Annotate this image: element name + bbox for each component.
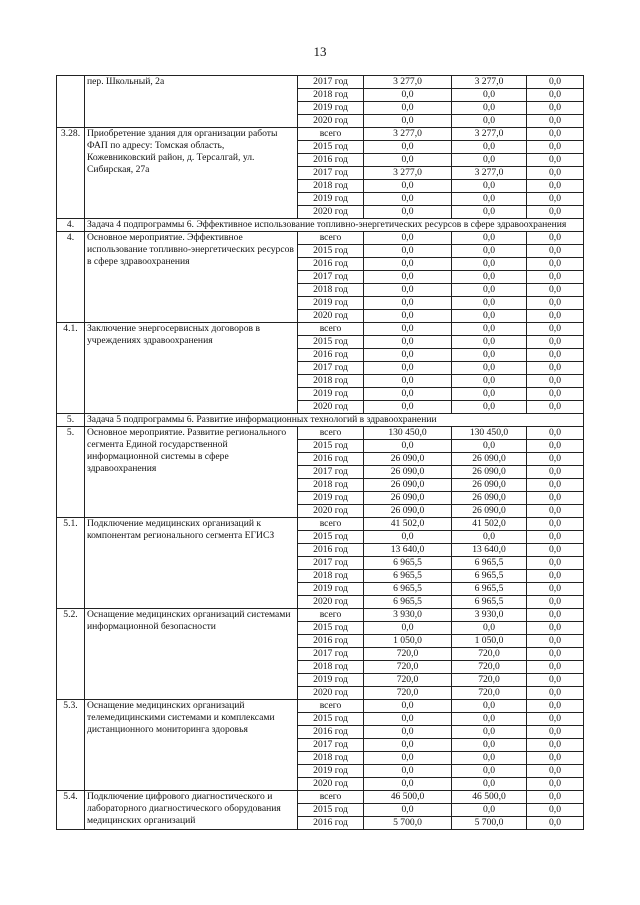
other-cell: 0,0: [527, 258, 584, 271]
federal-cell: 0,0: [452, 245, 527, 258]
year-cell: 2019 год: [298, 193, 364, 206]
federal-cell: 3 277,0: [452, 128, 527, 141]
federal-cell: 41 502,0: [452, 518, 527, 531]
total-cell: 0,0: [364, 245, 452, 258]
total-cell: 0,0: [364, 700, 452, 713]
federal-cell: 26 090,0: [452, 479, 527, 492]
total-cell: 0,0: [364, 323, 452, 336]
row-number: 3.28.: [57, 128, 85, 219]
year-cell: 2015 год: [298, 245, 364, 258]
total-cell: 0,0: [364, 232, 452, 245]
other-cell: 0,0: [527, 440, 584, 453]
year-cell: 2019 год: [298, 102, 364, 115]
other-cell: 0,0: [527, 713, 584, 726]
other-cell: 0,0: [527, 375, 584, 388]
other-cell: 0,0: [527, 310, 584, 323]
federal-cell: 0,0: [452, 102, 527, 115]
year-cell: 2020 год: [298, 310, 364, 323]
other-cell: 0,0: [527, 297, 584, 310]
row-number: 5.: [57, 414, 85, 427]
federal-cell: 0,0: [452, 765, 527, 778]
federal-cell: 0,0: [452, 440, 527, 453]
total-cell: 720,0: [364, 687, 452, 700]
measure-name: Подключение медицинских организаций к компонентам регионального сегмента ЕГИСЗ: [85, 518, 298, 609]
total-cell: 0,0: [364, 401, 452, 414]
other-cell: 0,0: [527, 336, 584, 349]
year-cell: всего: [298, 323, 364, 336]
total-cell: 0,0: [364, 258, 452, 271]
year-cell: 2017 год: [298, 76, 364, 89]
other-cell: 0,0: [527, 154, 584, 167]
federal-cell: 0,0: [452, 297, 527, 310]
other-cell: 0,0: [527, 687, 584, 700]
federal-cell: 0,0: [452, 778, 527, 791]
year-cell: 2017 год: [298, 739, 364, 752]
total-cell: 5 700,0: [364, 817, 452, 830]
other-cell: 0,0: [527, 661, 584, 674]
year-cell: всего: [298, 791, 364, 804]
federal-cell: 0,0: [452, 349, 527, 362]
federal-cell: 0,0: [452, 89, 527, 102]
year-cell: всего: [298, 232, 364, 245]
year-cell: 2017 год: [298, 167, 364, 180]
other-cell: 0,0: [527, 271, 584, 284]
other-cell: 0,0: [527, 518, 584, 531]
federal-cell: 0,0: [452, 739, 527, 752]
total-cell: 0,0: [364, 180, 452, 193]
other-cell: 0,0: [527, 245, 584, 258]
other-cell: 0,0: [527, 284, 584, 297]
row-number: 4.: [57, 219, 85, 232]
other-cell: 0,0: [527, 453, 584, 466]
year-cell: 2020 год: [298, 505, 364, 518]
total-cell: 6 965,5: [364, 596, 452, 609]
federal-cell: 130 450,0: [452, 427, 527, 440]
total-cell: 26 090,0: [364, 453, 452, 466]
total-cell: 0,0: [364, 531, 452, 544]
table-row: [57, 700, 584, 713]
total-cell: 0,0: [364, 206, 452, 219]
other-cell: 0,0: [527, 609, 584, 622]
year-cell: 2017 год: [298, 557, 364, 570]
federal-cell: 720,0: [452, 648, 527, 661]
federal-cell: 0,0: [452, 258, 527, 271]
other-cell: 0,0: [527, 76, 584, 89]
federal-cell: 13 640,0: [452, 544, 527, 557]
total-cell: 0,0: [364, 804, 452, 817]
federal-cell: 3 930,0: [452, 609, 527, 622]
other-cell: 0,0: [527, 635, 584, 648]
other-cell: 0,0: [527, 752, 584, 765]
total-cell: 720,0: [364, 648, 452, 661]
year-cell: 2018 год: [298, 375, 364, 388]
federal-cell: 0,0: [452, 401, 527, 414]
other-cell: 0,0: [527, 427, 584, 440]
row-number: [57, 76, 85, 128]
other-cell: 0,0: [527, 102, 584, 115]
total-cell: 0,0: [364, 622, 452, 635]
federal-cell: 0,0: [452, 622, 527, 635]
year-cell: 2016 год: [298, 349, 364, 362]
budget-table: [56, 75, 584, 830]
total-cell: 26 090,0: [364, 505, 452, 518]
federal-cell: 5 700,0: [452, 817, 527, 830]
federal-cell: 6 965,5: [452, 596, 527, 609]
federal-cell: 0,0: [452, 388, 527, 401]
federal-cell: 0,0: [452, 310, 527, 323]
year-cell: 2016 год: [298, 154, 364, 167]
row-number: 5.4.: [57, 791, 85, 830]
federal-cell: 0,0: [452, 232, 527, 245]
federal-cell: 0,0: [452, 284, 527, 297]
year-cell: 2020 год: [298, 115, 364, 128]
year-cell: 2017 год: [298, 648, 364, 661]
year-cell: 2018 год: [298, 284, 364, 297]
federal-cell: 0,0: [452, 193, 527, 206]
year-cell: 2015 год: [298, 141, 364, 154]
other-cell: 0,0: [527, 622, 584, 635]
total-cell: 0,0: [364, 89, 452, 102]
row-number: 5.3.: [57, 700, 85, 791]
total-cell: 0,0: [364, 336, 452, 349]
federal-cell: 720,0: [452, 687, 527, 700]
measure-name: Приобретение здания для организации работы ФАП по адресу: Томская область, Кожевниковский район, д. Терсалгай, ул. Сибирская, 27а: [85, 128, 298, 219]
total-cell: 26 090,0: [364, 492, 452, 505]
year-cell: 2016 год: [298, 635, 364, 648]
total-cell: 0,0: [364, 765, 452, 778]
page-number: 13: [313, 44, 327, 59]
other-cell: 0,0: [527, 362, 584, 375]
year-cell: 2019 год: [298, 583, 364, 596]
federal-cell: 26 090,0: [452, 466, 527, 479]
total-cell: 0,0: [364, 726, 452, 739]
total-cell: 26 090,0: [364, 479, 452, 492]
federal-cell: 0,0: [452, 375, 527, 388]
total-cell: 720,0: [364, 674, 452, 687]
year-cell: 2019 год: [298, 674, 364, 687]
federal-cell: 3 277,0: [452, 167, 527, 180]
year-cell: 2018 год: [298, 570, 364, 583]
federal-cell: 26 090,0: [452, 505, 527, 518]
row-number: 5.2.: [57, 609, 85, 700]
other-cell: 0,0: [527, 115, 584, 128]
total-cell: 0,0: [364, 349, 452, 362]
federal-cell: 0,0: [452, 726, 527, 739]
task-title: Задача 5 подпрограммы 6. Развитие информационных технологий в здравоохранении: [85, 414, 584, 427]
other-cell: 0,0: [527, 388, 584, 401]
measure-name: Подключение цифрового диагностического и лабораторного диагностического оборудования медицинских организаций: [85, 791, 298, 830]
year-cell: всего: [298, 609, 364, 622]
total-cell: 41 502,0: [364, 518, 452, 531]
other-cell: 0,0: [527, 596, 584, 609]
measure-name: Оснащение медицинских организаций телемедицинскими системами и комплексами дистанционного мониторинга здоровья: [85, 700, 298, 791]
year-cell: 2016 год: [298, 258, 364, 271]
other-cell: 0,0: [527, 492, 584, 505]
total-cell: 3 277,0: [364, 76, 452, 89]
other-cell: 0,0: [527, 765, 584, 778]
federal-cell: 0,0: [452, 336, 527, 349]
total-cell: 720,0: [364, 661, 452, 674]
year-cell: 2017 год: [298, 362, 364, 375]
other-cell: 0,0: [527, 531, 584, 544]
year-cell: 2019 год: [298, 388, 364, 401]
federal-cell: 1 050,0: [452, 635, 527, 648]
row-number: 4.: [57, 232, 85, 323]
total-cell: 0,0: [364, 362, 452, 375]
federal-cell: 0,0: [452, 271, 527, 284]
year-cell: 2019 год: [298, 765, 364, 778]
year-cell: 2018 год: [298, 180, 364, 193]
federal-cell: 0,0: [452, 154, 527, 167]
total-cell: 1 050,0: [364, 635, 452, 648]
row-number: 5.1.: [57, 518, 85, 609]
other-cell: 0,0: [527, 570, 584, 583]
total-cell: 3 277,0: [364, 128, 452, 141]
federal-cell: 6 965,5: [452, 557, 527, 570]
year-cell: 2018 год: [298, 752, 364, 765]
other-cell: 0,0: [527, 167, 584, 180]
other-cell: 0,0: [527, 700, 584, 713]
federal-cell: 0,0: [452, 141, 527, 154]
year-cell: 2015 год: [298, 622, 364, 635]
federal-cell: 0,0: [452, 752, 527, 765]
other-cell: 0,0: [527, 778, 584, 791]
total-cell: 0,0: [364, 310, 452, 323]
measure-name: пер. Школьный, 2а: [85, 76, 298, 128]
other-cell: 0,0: [527, 141, 584, 154]
year-cell: 2017 год: [298, 271, 364, 284]
year-cell: 2020 год: [298, 778, 364, 791]
other-cell: 0,0: [527, 817, 584, 830]
total-cell: 6 965,5: [364, 557, 452, 570]
federal-cell: 6 965,5: [452, 583, 527, 596]
total-cell: 0,0: [364, 271, 452, 284]
task-row: [57, 219, 584, 232]
year-cell: 2016 год: [298, 726, 364, 739]
year-cell: 2015 год: [298, 531, 364, 544]
total-cell: 26 090,0: [364, 466, 452, 479]
federal-cell: 0,0: [452, 713, 527, 726]
federal-cell: 0,0: [452, 531, 527, 544]
other-cell: 0,0: [527, 739, 584, 752]
table-row: [57, 76, 584, 89]
other-cell: 0,0: [527, 583, 584, 596]
other-cell: 0,0: [527, 206, 584, 219]
federal-cell: 0,0: [452, 180, 527, 193]
total-cell: 0,0: [364, 739, 452, 752]
year-cell: 2020 год: [298, 401, 364, 414]
total-cell: 0,0: [364, 713, 452, 726]
task-title: Задача 4 подпрограммы 6. Эффективное использование топливно-энергетических ресурсов в сфере здравоохранения: [85, 219, 584, 232]
federal-cell: 3 277,0: [452, 76, 527, 89]
other-cell: 0,0: [527, 674, 584, 687]
federal-cell: 0,0: [452, 206, 527, 219]
federal-cell: 720,0: [452, 661, 527, 674]
federal-cell: 46 500,0: [452, 791, 527, 804]
year-cell: всего: [298, 518, 364, 531]
year-cell: 2015 год: [298, 804, 364, 817]
federal-cell: 0,0: [452, 323, 527, 336]
other-cell: 0,0: [527, 505, 584, 518]
other-cell: 0,0: [527, 180, 584, 193]
other-cell: 0,0: [527, 349, 584, 362]
total-cell: 0,0: [364, 284, 452, 297]
table-row: [57, 791, 584, 804]
other-cell: 0,0: [527, 89, 584, 102]
total-cell: 3 930,0: [364, 609, 452, 622]
total-cell: 6 965,5: [364, 570, 452, 583]
federal-cell: 6 965,5: [452, 570, 527, 583]
table-row: [57, 128, 584, 141]
year-cell: 2019 год: [298, 297, 364, 310]
measure-name: Основное мероприятие. Эффективное использование топливно-энергетических ресурсов в сфере здравоохранения: [85, 232, 298, 323]
federal-cell: 0,0: [452, 804, 527, 817]
total-cell: 130 450,0: [364, 427, 452, 440]
year-cell: 2020 год: [298, 206, 364, 219]
table-row: [57, 427, 584, 440]
total-cell: 0,0: [364, 154, 452, 167]
other-cell: 0,0: [527, 726, 584, 739]
other-cell: 0,0: [527, 232, 584, 245]
row-number: 4.1.: [57, 323, 85, 414]
year-cell: 2016 год: [298, 817, 364, 830]
total-cell: 0,0: [364, 102, 452, 115]
table-row: [57, 609, 584, 622]
federal-cell: 0,0: [452, 115, 527, 128]
year-cell: всего: [298, 700, 364, 713]
other-cell: 0,0: [527, 466, 584, 479]
total-cell: 0,0: [364, 440, 452, 453]
other-cell: 0,0: [527, 804, 584, 817]
total-cell: 0,0: [364, 375, 452, 388]
total-cell: 0,0: [364, 778, 452, 791]
measure-name: Оснащение медицинских организаций системами информационной безопасности: [85, 609, 298, 700]
other-cell: 0,0: [527, 648, 584, 661]
federal-cell: 26 090,0: [452, 453, 527, 466]
year-cell: 2015 год: [298, 336, 364, 349]
table-row: [57, 232, 584, 245]
year-cell: 2019 год: [298, 492, 364, 505]
other-cell: 0,0: [527, 323, 584, 336]
other-cell: 0,0: [527, 791, 584, 804]
other-cell: 0,0: [527, 193, 584, 206]
year-cell: 2016 год: [298, 453, 364, 466]
year-cell: 2015 год: [298, 713, 364, 726]
other-cell: 0,0: [527, 544, 584, 557]
year-cell: 2018 год: [298, 661, 364, 674]
total-cell: 0,0: [364, 141, 452, 154]
year-cell: 2015 год: [298, 440, 364, 453]
table-row: [57, 518, 584, 531]
federal-cell: 0,0: [452, 362, 527, 375]
total-cell: 0,0: [364, 193, 452, 206]
total-cell: 0,0: [364, 388, 452, 401]
other-cell: 0,0: [527, 128, 584, 141]
other-cell: 0,0: [527, 401, 584, 414]
year-cell: 2020 год: [298, 596, 364, 609]
year-cell: 2016 год: [298, 544, 364, 557]
federal-cell: 720,0: [452, 674, 527, 687]
total-cell: 0,0: [364, 115, 452, 128]
measure-name: Заключение энергосервисных договоров в учреждениях здравоохранения: [85, 323, 298, 414]
other-cell: 0,0: [527, 479, 584, 492]
year-cell: всего: [298, 128, 364, 141]
total-cell: 6 965,5: [364, 583, 452, 596]
total-cell: 0,0: [364, 297, 452, 310]
total-cell: 13 640,0: [364, 544, 452, 557]
year-cell: всего: [298, 427, 364, 440]
other-cell: 0,0: [527, 557, 584, 570]
table-row: [57, 323, 584, 336]
total-cell: 3 277,0: [364, 167, 452, 180]
year-cell: 2018 год: [298, 479, 364, 492]
year-cell: 2017 год: [298, 466, 364, 479]
federal-cell: 0,0: [452, 700, 527, 713]
total-cell: 46 500,0: [364, 791, 452, 804]
task-row: [57, 414, 584, 427]
total-cell: 0,0: [364, 752, 452, 765]
year-cell: 2018 год: [298, 89, 364, 102]
year-cell: 2020 год: [298, 687, 364, 700]
row-number: 5.: [57, 427, 85, 518]
federal-cell: 26 090,0: [452, 492, 527, 505]
measure-name: Основное мероприятие. Развитие регионального сегмента Единой государственной информационной системы в сфере здравоохранения: [85, 427, 298, 518]
